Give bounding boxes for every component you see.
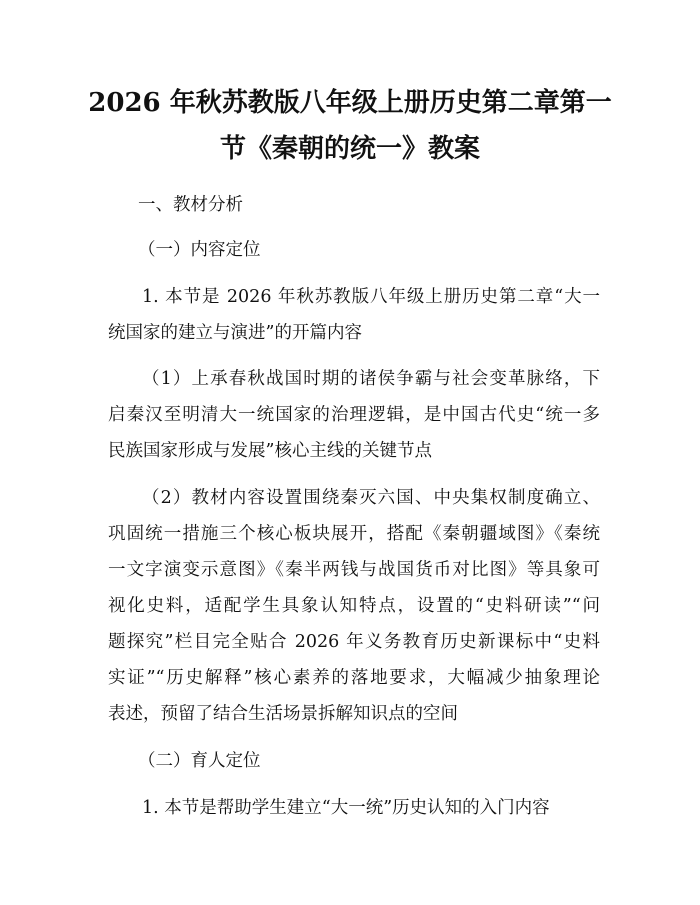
paragraph-2-line-2: 巩固统一措施三个核心板块展开，搭配《秦朝疆域图》《秦统 <box>108 524 600 544</box>
item-1-line-2: 统国家的建立与演进”的开篇内容 <box>108 323 362 343</box>
paragraph-2-line-3: 一文字演变示意图》《秦半两钱与战国货币对比图》等具象可 <box>108 560 600 580</box>
paragraph-2-line-5: 题探究”栏目完全贴合 2026 年义务教育历史新课标中“史料 <box>108 632 600 652</box>
subsection-heading-education-positioning: （二）育人定位 <box>138 751 261 771</box>
document-title-line-1: 2026 年秋苏教版八年级上册历史第二章第一 <box>88 88 612 118</box>
paragraph-2-line-1: （2）教材内容设置围绕秦灭六国、中央集权制度确立、 <box>142 488 600 508</box>
paragraph-1-line-2: 启秦汉至明清大一统国家的治理逻辑，是中国古代史“统一多 <box>108 405 600 425</box>
section-heading-textbook-analysis: 一、教材分析 <box>138 195 243 215</box>
paragraph-2-line-7: 表述，预留了结合生活场景拆解知识点的空间 <box>108 704 458 724</box>
paragraph-2-line-6: 实证”“历史解释”核心素养的落地要求，大幅减少抽象理论 <box>108 668 600 688</box>
paragraph-2-line-4: 视化史料，适配学生具象认知特点，设置的“史料研读”“问 <box>108 596 600 616</box>
paragraph-1-line-3: 民族国家形成与发展”核心主线的关键节点 <box>108 441 432 461</box>
document-title-line-2: 节《秦朝的统一》教案 <box>219 134 480 164</box>
subsection-heading-content-positioning: （一）内容定位 <box>138 240 261 260</box>
item-2-line-1: 1. 本节是帮助学生建立“大一统”历史认知的入门内容 <box>142 798 550 818</box>
item-1-line-1: 1. 本节是 2026 年秋苏教版八年级上册历史第二章“大一 <box>142 287 600 307</box>
paragraph-1-line-1: （1）上承春秋战国时期的诸侯争霸与社会变革脉络，下 <box>142 369 600 389</box>
